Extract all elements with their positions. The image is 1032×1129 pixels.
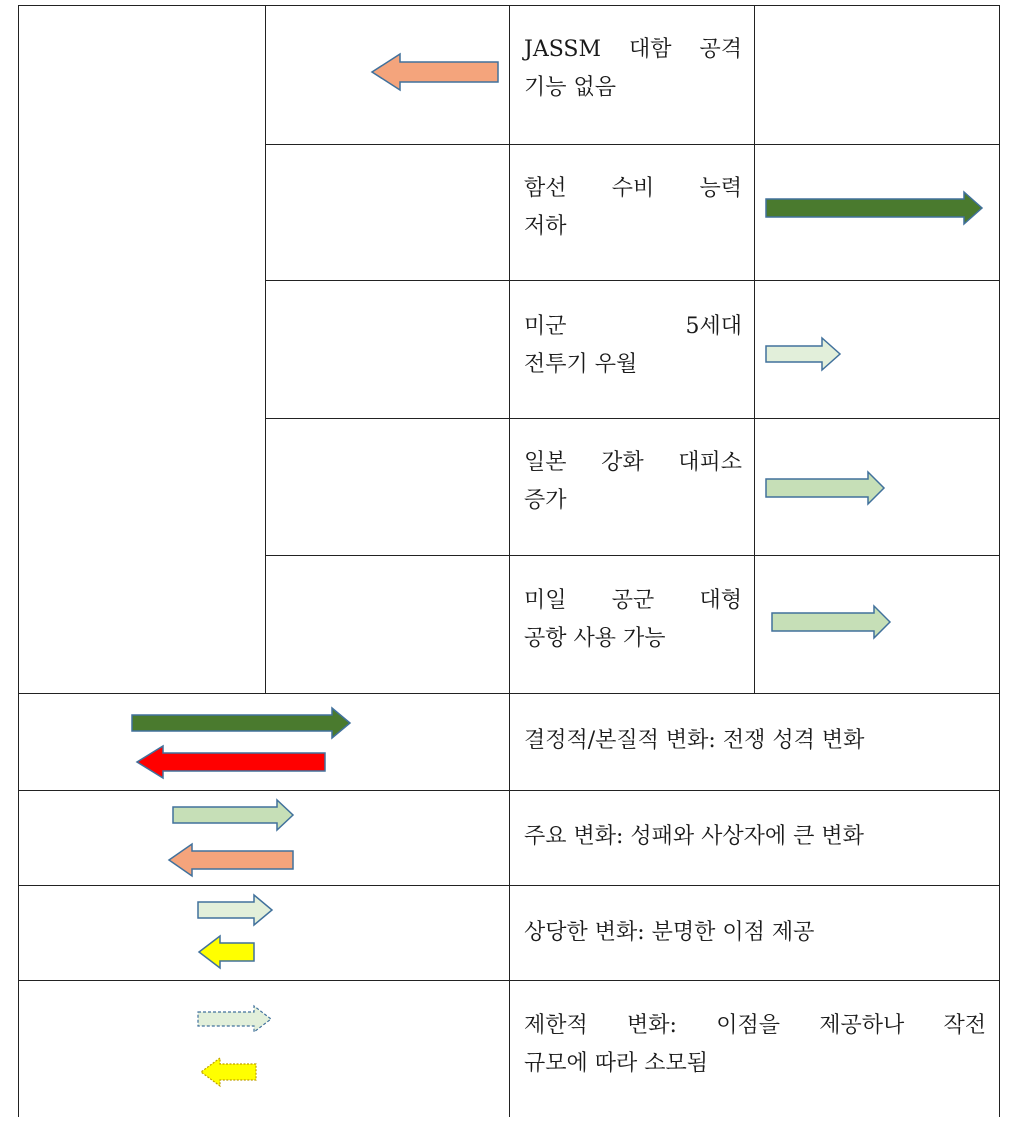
section-divider (18, 693, 1000, 694)
right-arrow-icon (764, 470, 888, 506)
row-label-line1: 미군 5세대 (524, 314, 742, 339)
right-arrow-icon (171, 798, 297, 832)
row-label-line1: 일본 강화 대피소 (524, 450, 742, 475)
row-divider-3 (265, 418, 1000, 419)
legend-text: 결정적/본질적 변화: 전쟁 성격 변화 (524, 728, 865, 753)
table-border-right (999, 5, 1000, 1117)
left-arrow-icon (198, 1056, 260, 1088)
left-arrow-icon (133, 744, 329, 780)
row-divider-4 (265, 555, 1000, 556)
row-label (524, 308, 742, 384)
right-arrow-icon (770, 604, 894, 640)
legend-text: 주요 변화: 성패와 사상자에 큰 변화 (524, 824, 864, 849)
col-divider-2 (509, 5, 510, 1117)
legend-divider-2 (18, 885, 1000, 886)
right-arrow-icon (196, 1004, 276, 1034)
row-label (524, 31, 742, 107)
legend-divider-3 (18, 980, 1000, 981)
row-label-line2: 증가 (524, 488, 567, 513)
right-arrow-icon (196, 893, 276, 927)
table-border-left (18, 5, 19, 1117)
left-arrow-icon (196, 934, 258, 970)
row-label (524, 444, 742, 520)
row-divider-2 (265, 280, 1000, 281)
row-label-line2: 전투기 우월 (524, 352, 638, 377)
row-label-line1: 함선 수비 능력 (524, 176, 742, 201)
right-arrow-icon (130, 706, 355, 740)
col-divider-1 (265, 5, 266, 694)
col-divider-3 (754, 5, 755, 694)
left-arrow-icon (370, 52, 500, 92)
legend-text: 상당한 변화: 분명한 이점 제공 (524, 920, 815, 945)
left-arrow-icon (166, 842, 296, 878)
legend-text (524, 1007, 986, 1083)
right-arrow-icon (764, 336, 844, 372)
legend-divider-1 (18, 790, 1000, 791)
row-label-line1: JASSM 대함 공격 (524, 37, 742, 62)
row-divider-1 (265, 144, 1000, 145)
row-label-line2: 저하 (524, 214, 567, 239)
right-arrow-icon (764, 190, 986, 226)
legend-text-line2: 규모에 따라 소모됨 (524, 1051, 709, 1076)
row-label (524, 170, 742, 246)
row-label (524, 582, 742, 658)
row-label-line1: 미일 공군 대형 (524, 588, 742, 613)
row-label-line2: 공항 사용 가능 (524, 626, 666, 651)
row-label-line2: 기능 없음 (524, 75, 617, 100)
legend-text-line1: 제한적 변화: 이점을 제공하나 작전 (524, 1013, 986, 1038)
